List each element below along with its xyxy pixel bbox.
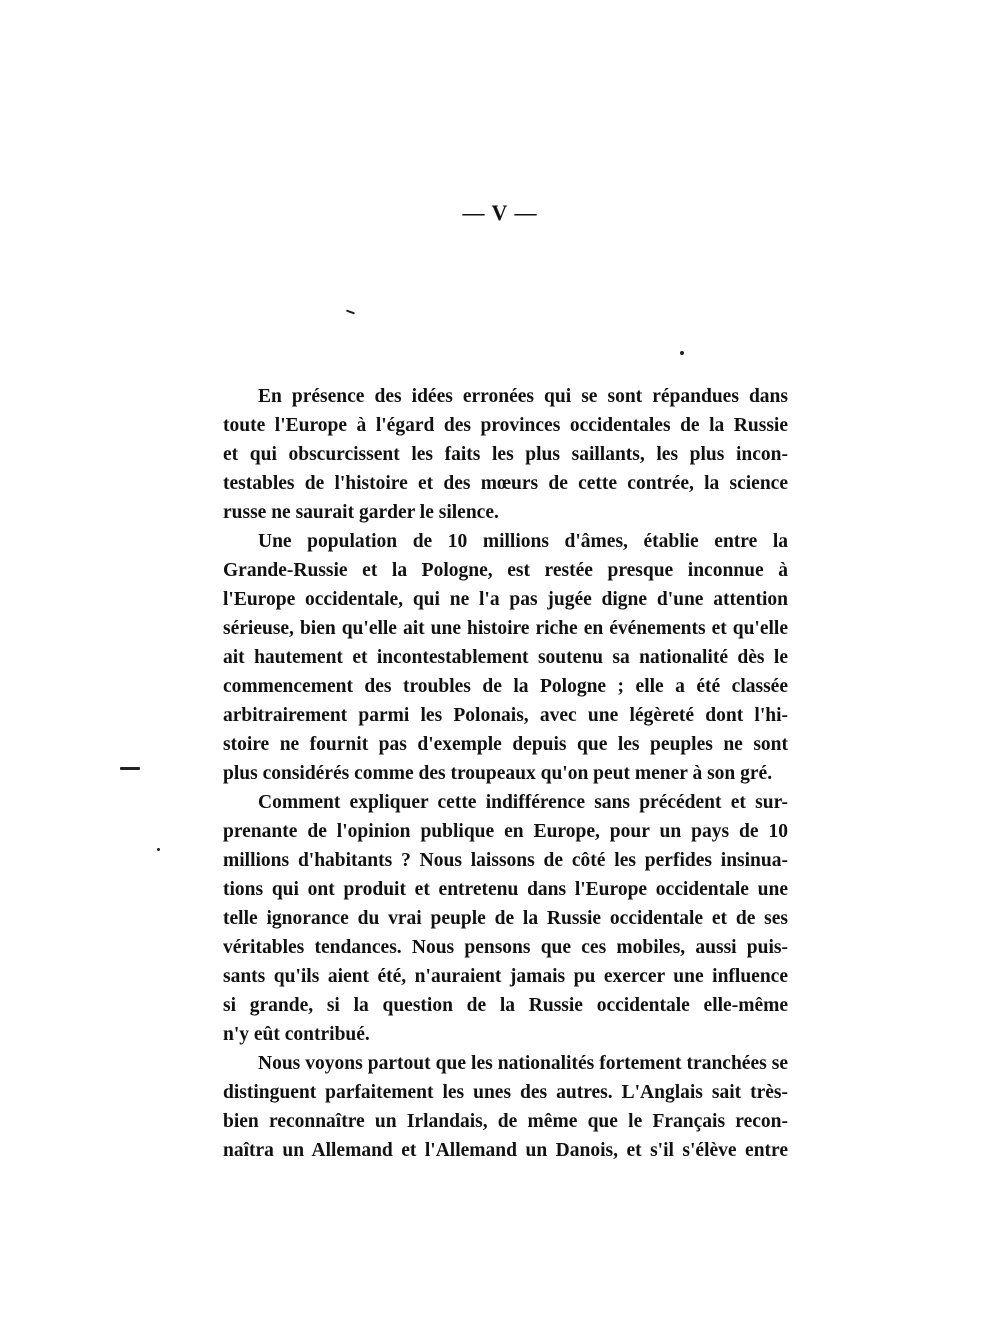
text-line: Comment expliquer cette indifférence sans précédent et sur- [258, 792, 788, 813]
text-line: millions d'habitants ? Nous laissons de côté les perfides insinua- [223, 850, 788, 871]
text-line: plus considérés comme des troupeaux qu'on peut mener à son gré. [223, 763, 773, 784]
text-line: véritables tendances. Nous pensons que ces mobiles, aussi puis- [223, 937, 788, 958]
text-line: testables de l'histoire et des mœurs de cette contrée, la science [223, 473, 788, 494]
text-line: russe ne saurait garder le silence. [223, 502, 499, 523]
text-line: distinguent parfaitement les unes des autres. L'Anglais sait très- [223, 1082, 788, 1103]
text-line: bien reconnaître un Irlandais, de même que le Français recon- [223, 1111, 788, 1132]
text-line: toute l'Europe à l'égard des provinces occidentales de la Russie [223, 415, 788, 436]
text-line: sants qu'ils aient été, n'auraient jamais pu exercer une influence [223, 966, 788, 987]
paragraph [223, 1049, 788, 1165]
scan-speck [680, 351, 684, 355]
page-number: — V — [462, 200, 538, 225]
body-text [223, 382, 788, 1165]
text-line: l'Europe occidentale, qui ne l'a pas jugée digne d'une attention [223, 589, 788, 610]
text-line: et qui obscurcissent les faits les plus saillants, les plus incon- [223, 444, 788, 465]
text-line: Nous voyons partout que les nationalités fortement tranchées se [258, 1053, 788, 1074]
text-line: En présence des idées erronées qui se sont répandues dans [258, 386, 788, 407]
scan-speck [120, 767, 140, 770]
text-line: telle ignorance du vrai peuple de la Russie occidentale et de ses [223, 908, 788, 929]
text-line: n'y eût contribué. [223, 1024, 370, 1045]
text-line: ait hautement et incontestablement soutenu sa nationalité dès le [223, 647, 788, 668]
text-line: tions qui ont produit et entretenu dans l'Europe occidentale une [223, 879, 788, 900]
text-line: commencement des troubles de la Pologne ; elle a été classée [223, 676, 788, 697]
text-line: stoire ne fournit pas d'exemple depuis que les peuples ne sont [223, 734, 788, 755]
text-line: prenante de l'opinion publique en Europe, pour un pays de 10 [223, 821, 788, 842]
text-line: sérieuse, bien qu'elle ait une histoire riche en événements et qu'elle [223, 618, 788, 639]
text-line: si grande, si la question de la Russie occidentale elle-même [223, 995, 788, 1016]
text-line: Grande-Russie et la Pologne, est restée presque inconnue à [223, 560, 788, 581]
scan-speck [346, 310, 355, 315]
text-line: arbitrairement parmi les Polonais, avec une légèreté dont l'hi- [223, 705, 788, 726]
text-line: Une population de 10 millions d'âmes, établie entre la [258, 531, 788, 552]
text-line: naîtra un Allemand et l'Allemand un Danois, et s'il s'élève entre [223, 1140, 788, 1161]
scan-speck [157, 848, 160, 851]
paragraph [223, 788, 788, 1049]
paragraph [223, 527, 788, 788]
paragraph [223, 382, 788, 527]
